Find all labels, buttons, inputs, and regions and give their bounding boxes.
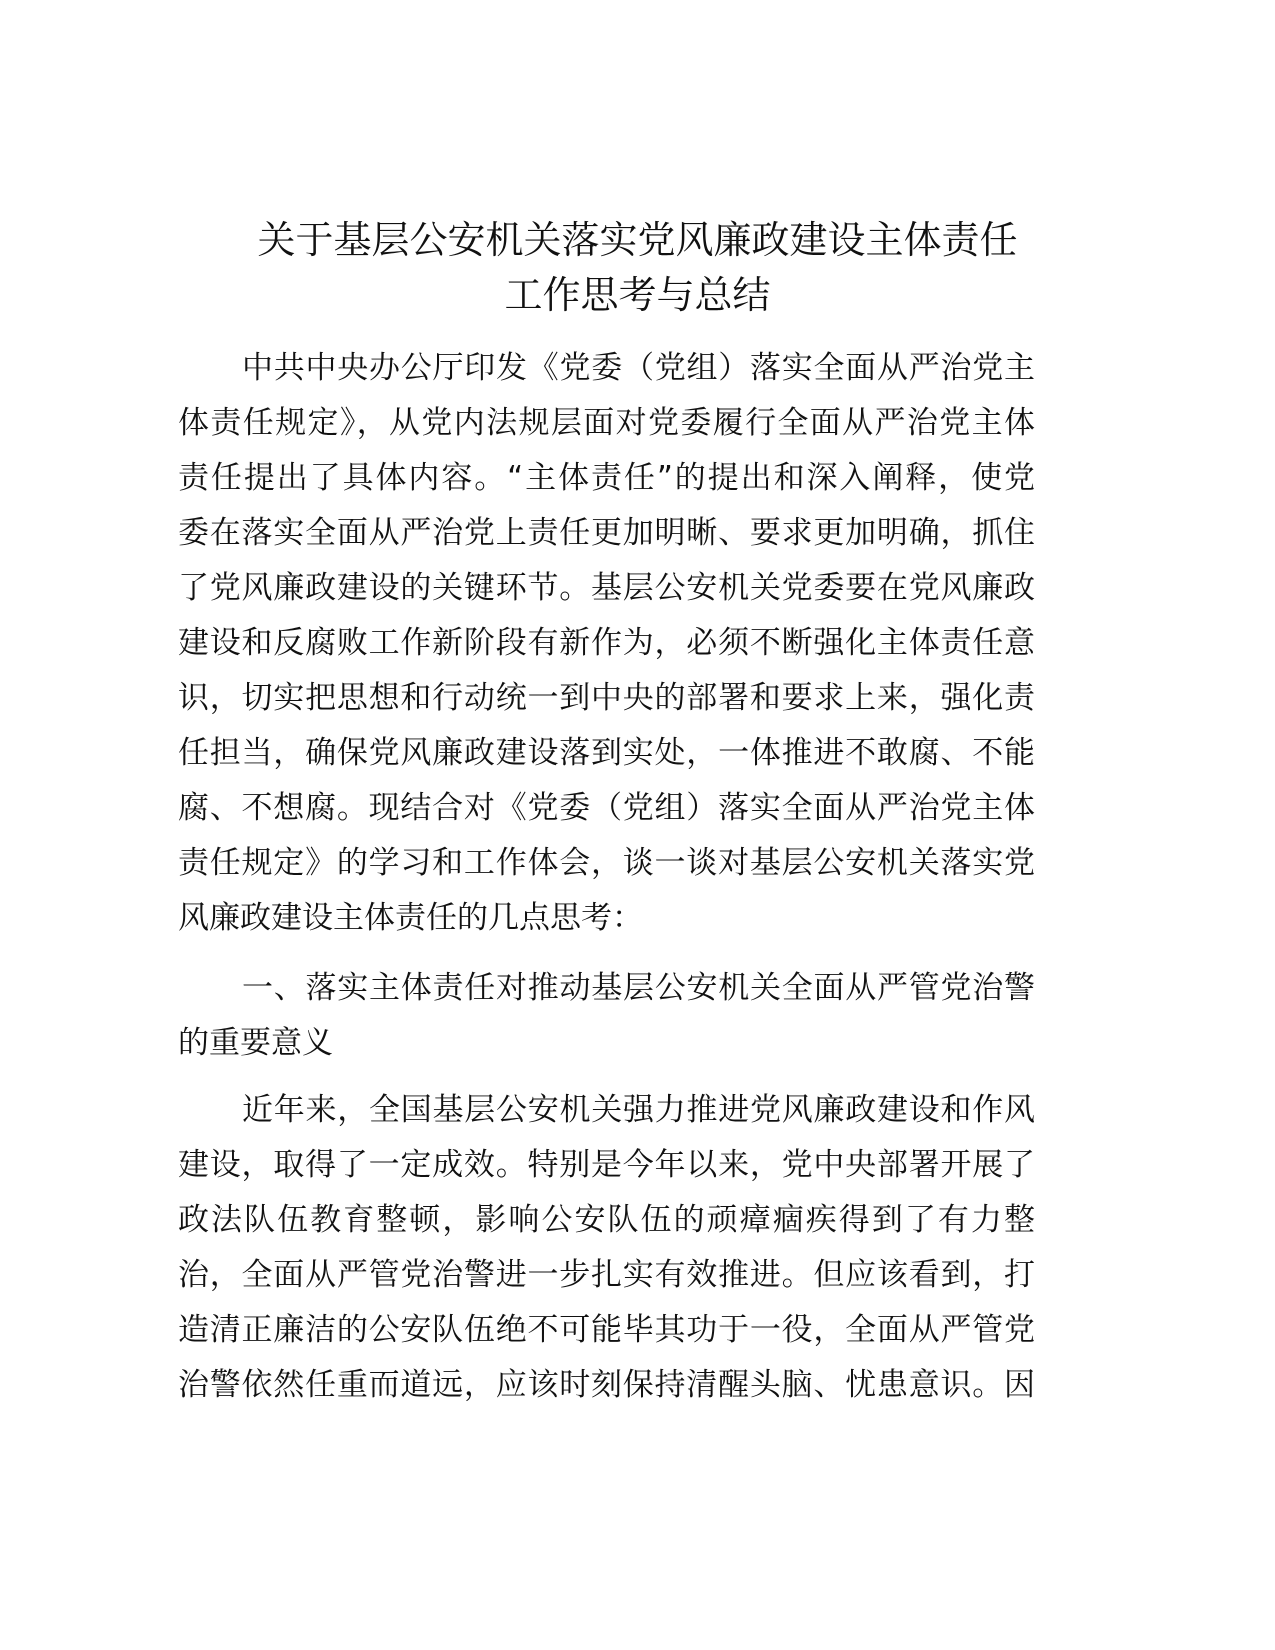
text-line: 识，切实把思想和行动统一到中央的部署和要求上来，强化责 xyxy=(178,680,1035,716)
section-heading-1 xyxy=(178,961,1035,1071)
paragraph-intro xyxy=(178,341,1035,946)
text-line: 治，全面从严管党治警进一步扎实有效推进。但应该看到，打 xyxy=(178,1257,1035,1293)
text-line: 建设和反腐败工作新阶段有新作为，必须不断强化主体责任意 xyxy=(178,625,1035,661)
heading-line: 一、落实主体责任对推动基层公安机关全面从严管党治警 xyxy=(242,970,1035,1006)
text-line: 体责任规定》，从党内法规层面对党委履行全面从严治党主体 xyxy=(178,405,1035,441)
text-line: 责任提出了具体内容。“主体责任”的提出和深入阐释，使党 xyxy=(178,460,1035,496)
paragraph-body xyxy=(178,1083,1035,1413)
text-line: 政法队伍教育整顿，影响公安队伍的顽瘴痼疾得到了有力整 xyxy=(178,1202,1035,1238)
text-line: 治警依然任重而道远，应该时刻保持清醒头脑、忧患意识。因 xyxy=(178,1367,1035,1403)
text-line: 责任规定》的学习和工作体会，谈一谈对基层公安机关落实党 xyxy=(178,845,1035,881)
text-line: 建设，取得了一定成效。特别是今年以来，党中央部署开展了 xyxy=(178,1147,1035,1183)
heading-line: 的重要意义 xyxy=(178,1025,333,1061)
title-line-2: 工作思考与总结 xyxy=(504,273,771,317)
document-title xyxy=(0,213,1275,323)
text-line: 委在落实全面从严治党上责任更加明晰、要求更加明确，抓住 xyxy=(178,515,1035,551)
text-line: 造清正廉洁的公安队伍绝不可能毕其功于一役，全面从严管党 xyxy=(178,1312,1035,1348)
text-line: 任担当，确保党风廉政建设落到实处，一体推进不敢腐、不能 xyxy=(178,735,1035,771)
text-line: 近年来，全国基层公安机关强力推进党风廉政建设和作风 xyxy=(242,1092,1035,1128)
text-line: 了党风廉政建设的关键环节。基层公安机关党委要在党风廉政 xyxy=(178,570,1035,606)
text-line: 中共中央办公厅印发《党委（党组）落实全面从严治党主 xyxy=(242,350,1035,386)
text-line: 腐、不想腐。现结合对《党委（党组）落实全面从严治党主体 xyxy=(178,790,1035,826)
text-line: 风廉政建设主体责任的几点思考： xyxy=(178,900,643,936)
title-line-1: 关于基层公安机关落实党风廉政建设主体责任 xyxy=(257,218,1018,262)
